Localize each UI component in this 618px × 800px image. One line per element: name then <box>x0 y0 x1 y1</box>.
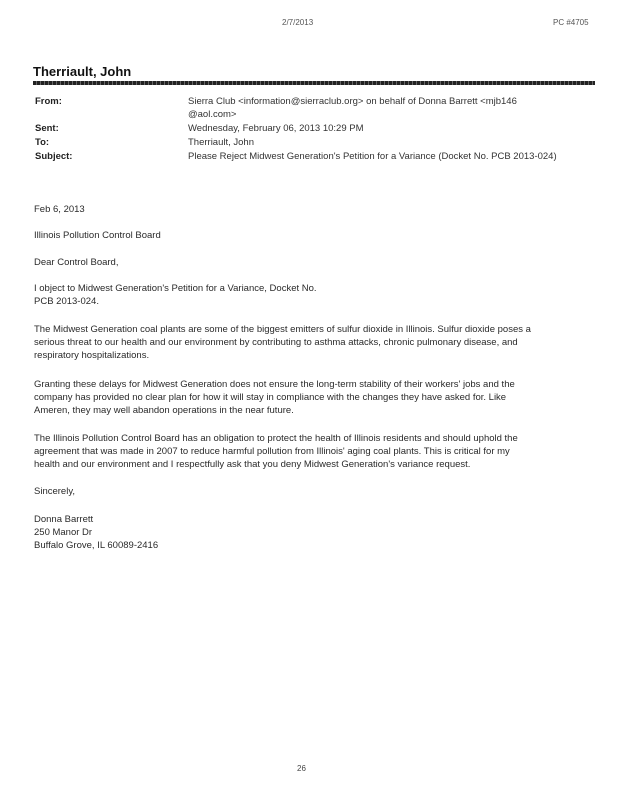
subject-value: Please Reject Midwest Generation's Petition for a Variance (Docket No. PCB 2013-024) <box>188 151 557 162</box>
signer-address: Buffalo Grove, IL 60089-2416 <box>34 540 159 551</box>
closing: Sincerely, <box>34 486 76 497</box>
letter-date: Feb 6, 2013 <box>34 204 85 215</box>
salutation: Dear Control Board, <box>34 257 119 268</box>
paragraph-line: health and our environment and I respectfully ask that you deny Midwest Generation's variance request. <box>34 459 471 470</box>
objection-line: PCB 2013-024. <box>34 296 99 307</box>
paragraph-line: Ameren, they may well abandon operations in the near future. <box>34 405 294 416</box>
to-label: To: <box>35 137 50 148</box>
paragraph-line: Granting these delays for Midwest Generation does not ensure the long-term stability of their workers' jobs and the <box>34 379 515 390</box>
from-label: From: <box>35 96 62 107</box>
header-divider <box>33 81 595 85</box>
paragraph-line: The Midwest Generation coal plants are some of the biggest emitters of sulfur dioxide in Illinois. Sulfur dioxide poses a <box>34 324 531 335</box>
paragraph-line: agreement that was made in 2007 to reduce harmful pollution from Illinois' aging coal plants. This is critical for my <box>34 446 510 457</box>
signer-name: Donna Barrett <box>34 514 94 525</box>
subject-label: Subject: <box>35 151 73 162</box>
to-value: Therriault, John <box>188 137 255 148</box>
sent-value: Wednesday, February 06, 2013 10:29 PM <box>188 123 364 134</box>
sender-name: Therriault, John <box>33 64 132 79</box>
sent-label: Sent: <box>35 123 59 134</box>
paragraph-line: company has provided no clear plan for how it will stay in compliance with the changes they have asked for. Like <box>34 392 507 403</box>
page-header-date: 2/7/2013 <box>282 18 314 27</box>
paragraph-line: The Illinois Pollution Control Board has an obligation to protect the health of Illinois residents and should uphold the <box>34 433 518 444</box>
page-header-pc-number: PC #4705 <box>553 18 589 27</box>
page-number: 26 <box>297 764 306 773</box>
recipient-org: Illinois Pollution Control Board <box>34 230 161 241</box>
paragraph-line: serious threat to our health and our environment by contributing to asthma attacks, chronic pulmonary disease, and <box>34 337 518 348</box>
from-value-line1: Sierra Club <information@sierraclub.org> on behalf of Donna Barrett <mjb146 <box>188 96 517 107</box>
objection-line: I object to Midwest Generation's Petition for a Variance, Docket No. <box>34 283 317 294</box>
signer-address: 250 Manor Dr <box>34 527 93 538</box>
paragraph-line: respiratory hospitalizations. <box>34 350 150 361</box>
from-value-line2: @aol.com> <box>188 109 237 120</box>
